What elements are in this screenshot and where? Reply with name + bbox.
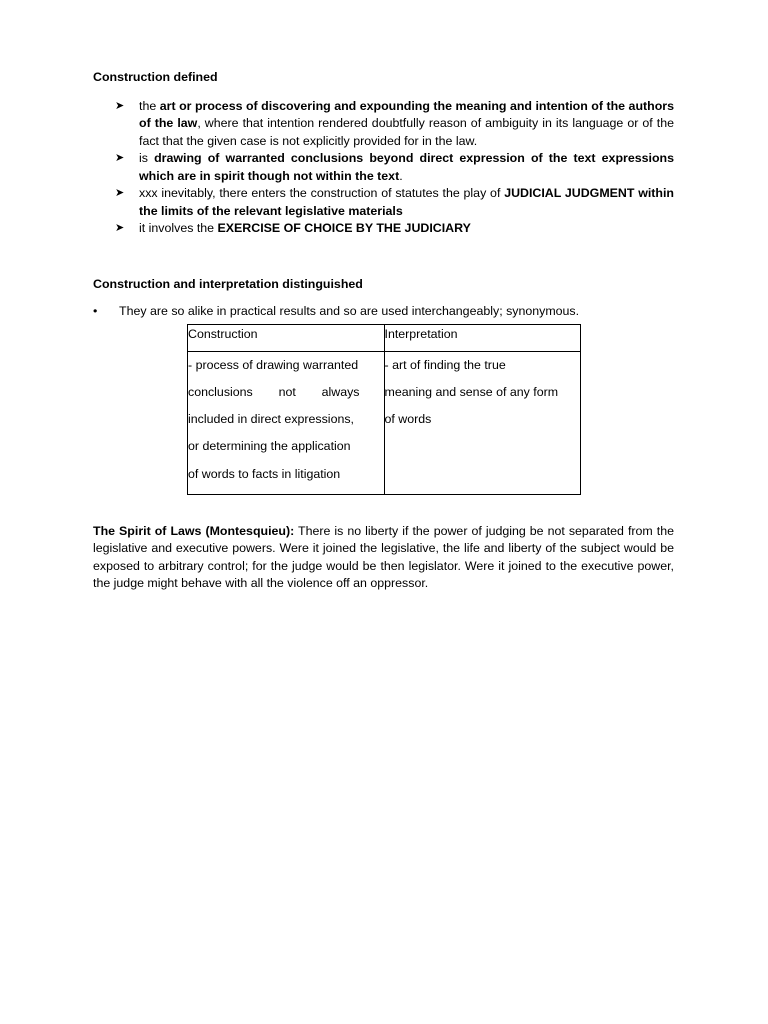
section-heading-distinguished: Construction and interpretation distinguished (93, 276, 363, 291)
definition-text: xxx inevitably, there enters the construction of statutes the play of JUDICIAL JUDGMENT within the limits of the relevant legislative materials (139, 186, 674, 218)
column-header-interpretation: Interpretation (384, 324, 581, 351)
table-header-row (188, 324, 581, 351)
cell-line: - art of finding the true (384, 357, 506, 372)
cell-line: of words (384, 412, 432, 427)
arrow-bullet-icon: ➤ (115, 187, 125, 199)
cell-line: conclusions not always (188, 384, 360, 399)
definition-item (93, 98, 674, 151)
spirit-label: The Spirit of Laws (Montesquieu): (93, 523, 295, 538)
spirit-of-laws-paragraph (93, 523, 674, 593)
document-page (93, 69, 674, 605)
definition-item (93, 150, 674, 185)
bullet-dot-icon: • (93, 304, 98, 318)
definition-item (93, 185, 674, 220)
definition-item (93, 220, 674, 238)
cell-line: - process of drawing warranted (188, 357, 359, 372)
spirit-text: There is no liberty if the power of judging be not separated from the legislative and executive powers. Were it joined the legislative, the life and liberty of the subject would be exposed to arbitrary control; for the judge would be then legislator. Were it joined to the executive power, the judge might behave with all the violence off an oppressor. (93, 523, 674, 591)
cell-line: meaning and sense of any form (384, 384, 559, 399)
section-heading-construction-defined: Construction defined (93, 70, 218, 84)
arrow-bullet-icon: ➤ (115, 222, 125, 234)
definition-list (93, 98, 674, 238)
arrow-bullet-icon: ➤ (115, 152, 125, 164)
section-distinguished (93, 276, 674, 495)
list-item (93, 303, 674, 321)
arrow-bullet-icon: ➤ (115, 99, 125, 112)
cell-line: included in direct expressions, (188, 412, 354, 427)
definition-text: the art or process of discovering and expounding the meaning and intention of the authors of the law, where that intention rendered doubtfully reason of ambiguity in its language or of the fact that the given case is not explicitly provided for in the law. (139, 98, 675, 148)
column-header-construction: Construction (188, 324, 385, 351)
construction-cell (188, 351, 385, 494)
cell-line: or determining the application (188, 439, 351, 454)
definition-text: it involves the EXERCISE OF CHOICE BY THE JUDICIARY (139, 221, 471, 235)
comparison-table (187, 324, 581, 495)
cell-line: of words to facts in litigation (188, 466, 341, 481)
definition-text: is drawing of warranted conclusions beyond direct expression of the text expressions which are in spirit though not within the text. (139, 151, 674, 183)
table-row (188, 351, 581, 494)
bullet-text: They are so alike in practical results and so are used interchangeably; synonymous. (119, 304, 580, 318)
interpretation-cell (384, 351, 581, 494)
